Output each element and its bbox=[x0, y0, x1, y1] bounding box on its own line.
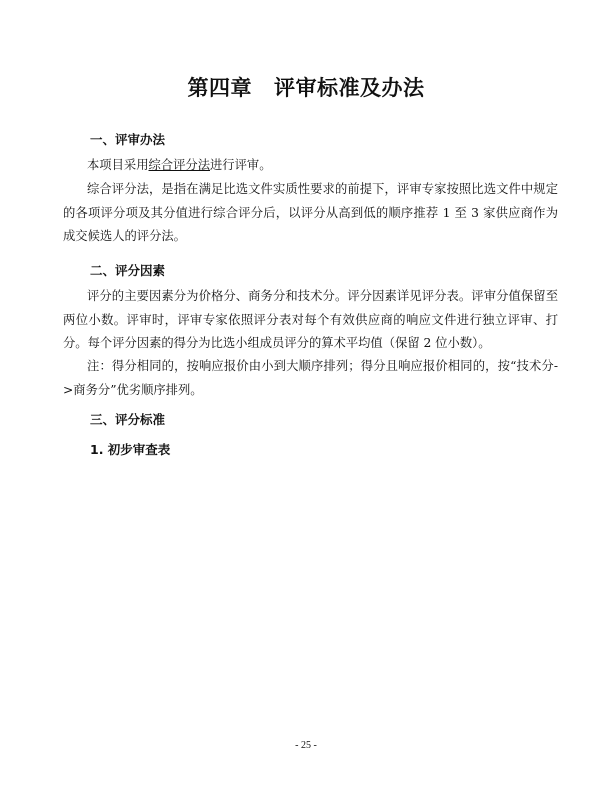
section-heading-evaluation-method: 一、评审办法 bbox=[90, 132, 166, 147]
section-heading-scoring-factors: 二、评分因素 bbox=[90, 263, 166, 278]
paragraph-note: 注：得分相同的，按响应报价由小到大顺序排列；得分且响应报价相同的，按“技术分->商务分”优劣顺序排列。 bbox=[63, 359, 558, 397]
chapter-number: 第四章 bbox=[187, 76, 252, 100]
chapter-title bbox=[0, 72, 612, 102]
paragraph-scoring-factors: 评分的主要因素分为价格分、商务分和技术分。评分因素详见评分表。评审分值保留至两位小数。评审时，评审专家依照评分表对每个有效供应商的响应文件进行独立评审、打分。每个评分因素的得分为比选小组成员评分的算术平均值（保留 2 位小数）。 bbox=[63, 289, 558, 350]
section-heading-scoring-standards: 三、评分标准 bbox=[90, 412, 166, 427]
paragraph-method-definition: 综合评分法，是指在满足比选文件实质性要求的前提下，评审专家按照比选文件中规定的各项评分项及其分值进行综合评分后，以评分从高到低的顺序推荐 1 至 3 家供应商作为成交候选人的评分法。 bbox=[63, 182, 558, 243]
subheading-preliminary-review-table: 1. 初步审查表 bbox=[90, 442, 171, 457]
chapter-name: 评审标准及办法 bbox=[274, 76, 425, 100]
comprehensive-scoring-link: 综合评分法 bbox=[148, 158, 210, 172]
page-number: - 25 - bbox=[295, 740, 317, 751]
paragraph-method-intro: 本项目采用综合评分法进行评审。 bbox=[87, 158, 272, 172]
